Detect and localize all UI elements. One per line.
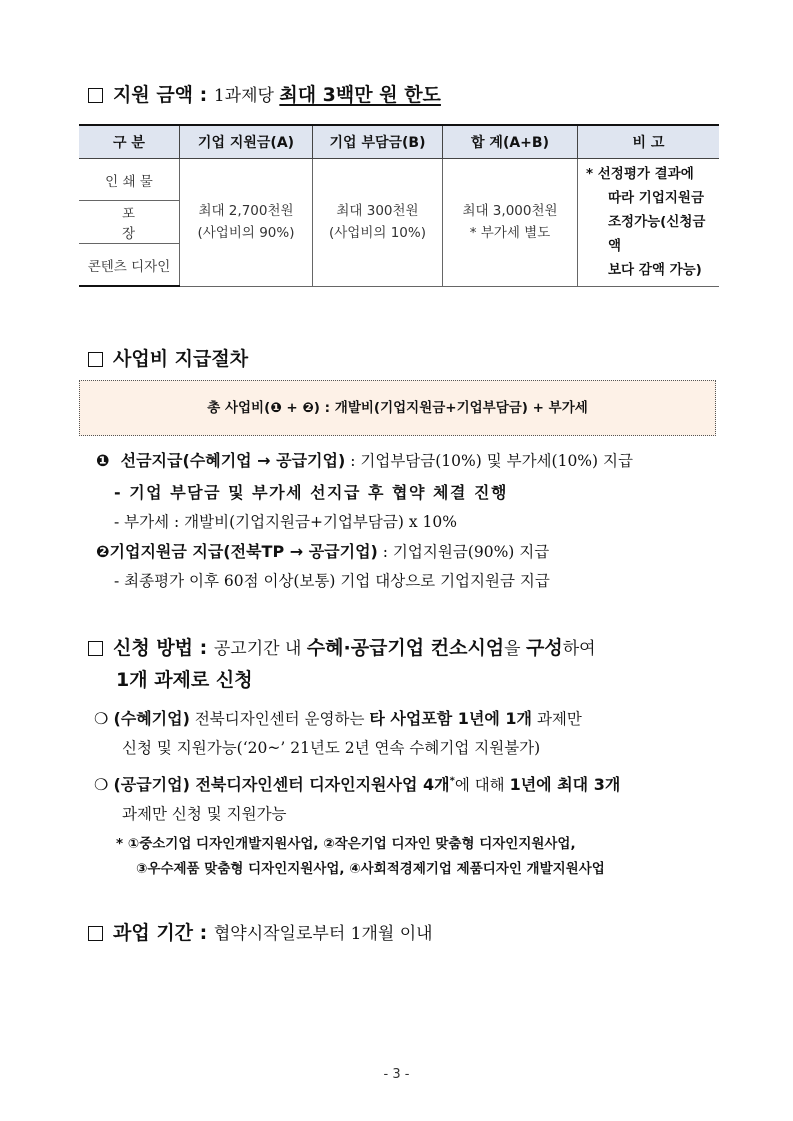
- step1-desc: : 기업부담금(10%) 및 부가세(10%) 지급: [345, 452, 633, 470]
- footnote-line1: * ①중소기업 디자인개발지원사업, ②작은기업 디자인 맞춤형 디자인지원사업,: [116, 836, 576, 852]
- table-row: [79, 159, 719, 201]
- step2-desc: : 기업지원금(90%) 지급: [377, 543, 550, 561]
- step1-marker: ❶: [96, 451, 110, 470]
- header-note: 비 고: [578, 125, 720, 159]
- section-support-amount: 지원 금액 : 1과제당 최대 3백만 원 한도: [88, 80, 441, 107]
- section-application-method: 신청 방법 : 공고기간 내 수혜·공급기업 컨소시엄을 구성하여: [88, 633, 596, 660]
- section-title: 과업 기간: [113, 922, 194, 944]
- page-number: - 3 -: [383, 1067, 410, 1082]
- application-line2: 1개 과제로 신청: [116, 669, 253, 691]
- note-cell: * 선정평가 결과에 따라 기업지원금 조정가능(신청금액 보다 감액 가능): [578, 159, 720, 287]
- checkbox-square-icon: [88, 352, 103, 367]
- item2-line2: 과제만 신청 및 지원가능: [122, 805, 287, 823]
- step1-title: 선금지급(수혜기업 → 공급기업): [120, 451, 346, 470]
- item1-line2: 신청 및 지원가능(‘20~’ 21년도 2년 연속 수혜기업 지원불가): [122, 739, 541, 757]
- total-cell: 최대 3,000천원 * 부가세 별도: [443, 159, 578, 287]
- header-total: 합 계(A+B): [443, 125, 578, 159]
- burden-cell: 최대 300천원 (사업비의 10%): [313, 159, 443, 287]
- support-amount-desc: 1과제당: [213, 86, 280, 106]
- step2-sub1: - 최종평가 이후 60점 이상(보통) 기업 대상으로 기업지원금 지급: [114, 572, 550, 590]
- support-table: [79, 124, 719, 287]
- checkbox-square-icon: [88, 641, 103, 656]
- checkbox-square-icon: [88, 88, 103, 103]
- table-header-row: [79, 125, 719, 159]
- section-work-period: 과업 기간 : 협약시작일로부터 1개월 이내: [88, 918, 433, 945]
- step2-line: [96, 539, 549, 562]
- section-title: 사업비 지급절차: [113, 348, 249, 370]
- step1-sub1: - 기업 부담금 및 부가세 선지급 후 협약 체결 진행: [114, 483, 508, 502]
- header-burden: 기업 부담금(B): [313, 125, 443, 159]
- section-title: 지원 금액: [113, 84, 194, 106]
- header-support: 기업 지원금(A): [180, 125, 313, 159]
- step1-line: [96, 448, 633, 471]
- support-amount-limit: 최대 3백만 원 한도: [279, 84, 441, 106]
- step2-marker: ❷: [96, 542, 110, 561]
- category-content-design: 콘텐츠 디자인: [79, 244, 180, 287]
- checkbox-square-icon: [88, 926, 103, 941]
- list-item: ❍ (공급기업) 전북디자인센터 디자인지원사업 4개*에 대해 1년에 최대 3개: [94, 775, 621, 794]
- category-print: 인 쇄 물: [79, 159, 180, 201]
- step1-sub2: - 부가세 : 개발비(기업지원금+기업부담금) x 10%: [114, 513, 457, 531]
- bullet-circle-icon: ❍: [94, 775, 109, 794]
- list-item: ❍ (수혜기업) 전북디자인센터 운영하는 타 사업포함 1년에 1개 과제만: [94, 709, 582, 728]
- bullet-circle-icon: ❍: [94, 709, 109, 728]
- total-cost-box: 총 사업비(❶ + ❷) : 개발비(기업지원금+기업부담금) + 부가세: [79, 380, 716, 436]
- section-payment-procedure: [88, 344, 248, 371]
- header-category: 구 분: [79, 125, 180, 159]
- category-packaging: 포 장: [79, 201, 180, 244]
- section-title: 신청 방법: [113, 637, 194, 659]
- work-period-desc: 협약시작일로부터 1개월 이내: [213, 924, 433, 944]
- step2-title: 기업지원금 지급(전북TP → 공급기업): [109, 542, 378, 561]
- footnote-line2: ③우수제품 맞춤형 디자인지원사업, ④사회적경제기업 제품디자인 개발지원사업: [136, 861, 605, 877]
- support-cell: 최대 2,700천원 (사업비의 90%): [180, 159, 313, 287]
